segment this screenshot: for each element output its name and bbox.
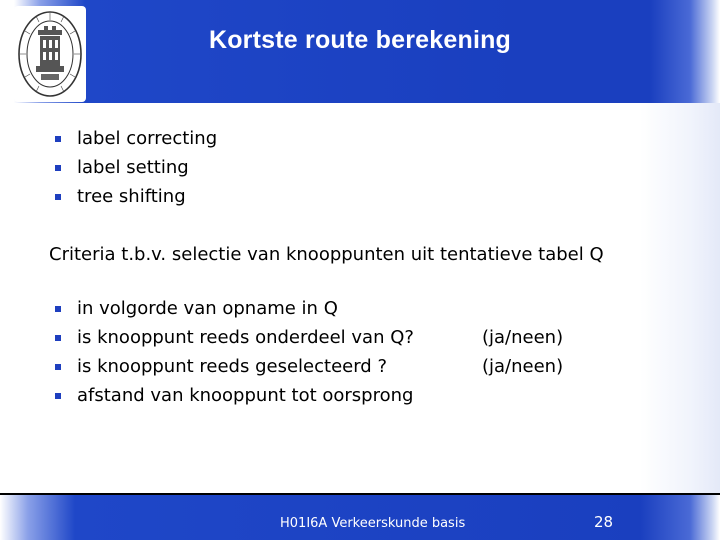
list-item-text: label setting bbox=[77, 157, 189, 178]
seal-icon bbox=[14, 6, 86, 102]
square-bullet-icon bbox=[55, 165, 61, 171]
list-item-text: afstand van knooppunt tot oorsprong bbox=[77, 385, 414, 406]
square-bullet-icon bbox=[55, 136, 61, 142]
square-bullet-icon bbox=[55, 194, 61, 200]
list-item-text: is knooppunt reeds geselecteerd ? bbox=[77, 356, 387, 377]
page-number: 28 bbox=[594, 513, 614, 531]
list-item-text: tree shifting bbox=[77, 186, 186, 207]
university-seal-logo bbox=[14, 6, 86, 102]
slide-title: Kortste route berekening bbox=[208, 26, 512, 54]
list-item-text: is knooppunt reeds onderdeel van Q? bbox=[77, 327, 414, 348]
square-bullet-icon bbox=[55, 364, 61, 370]
list-item-note: (ja/neen) bbox=[482, 356, 564, 377]
square-bullet-icon bbox=[55, 335, 61, 341]
criteria-heading: Criteria t.b.v. selectie van knooppunten uit tentatieve tabel Q bbox=[49, 244, 604, 265]
square-bullet-icon bbox=[55, 306, 61, 312]
list-item-text: label correcting bbox=[77, 128, 218, 149]
list-item-text: in volgorde van opname in Q bbox=[77, 298, 338, 319]
list-item-note: (ja/neen) bbox=[482, 327, 564, 348]
square-bullet-icon bbox=[55, 393, 61, 399]
footer-course: H01I6A Verkeerskunde basis bbox=[280, 516, 466, 531]
